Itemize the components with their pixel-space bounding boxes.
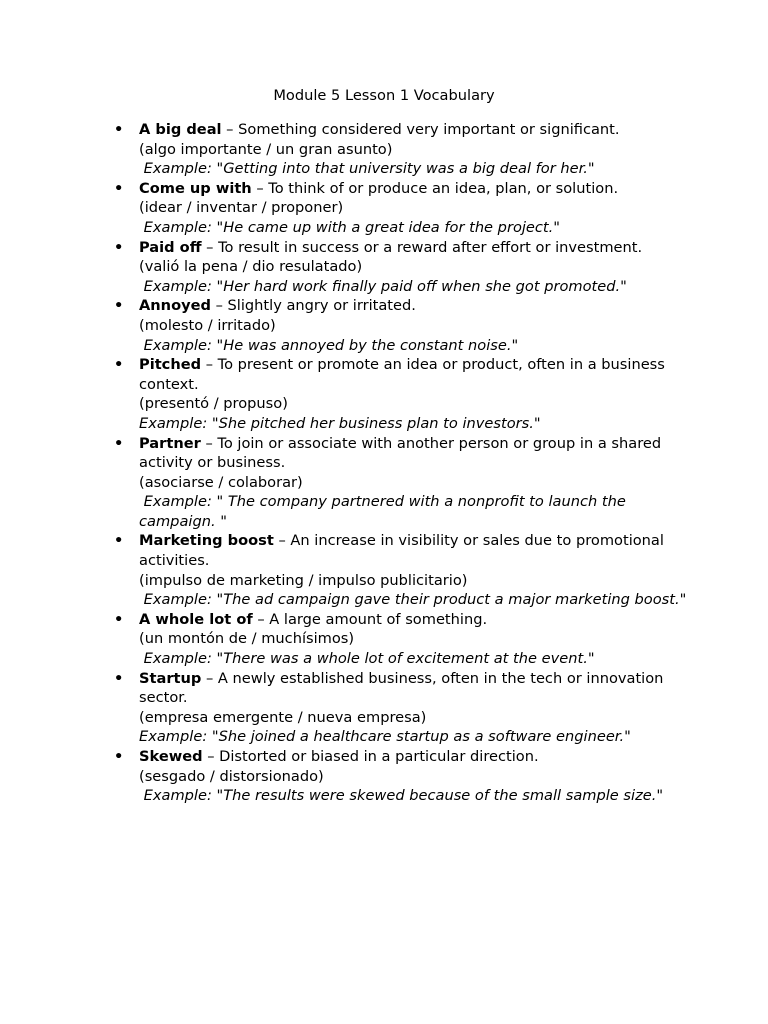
example-close-quote: " [624,728,631,746]
example-line [139,336,688,356]
example-open-quote: " [211,728,219,746]
vocab-term: Come up with [139,179,252,197]
vocab-term: Partner [139,434,201,452]
definition-line [139,531,688,570]
example-label: Example: [143,160,217,178]
example-open-quote: " [216,218,224,236]
vocab-term: A big deal [139,121,222,138]
example-label: Example: [143,493,217,511]
example-line [139,649,688,669]
example-sentence: She pitched her business plan to investors. [218,414,534,432]
vocab-translation: (molesto / irritado) [139,316,276,334]
example-line [139,492,688,531]
vocab-term: Startup [139,669,202,687]
example-close-quote: " [679,591,687,609]
example-open-quote: " [216,493,228,511]
definition-line [139,238,688,258]
example-close-quote: " [215,512,227,530]
example-open-quote: " [211,414,219,432]
vocab-definition: – A large amount of something. [252,610,488,628]
vocab-translation: (asociarse / colaborar) [139,473,303,491]
example-label: Example: [143,277,217,295]
example-sentence: The results were skewed because of the small sample size. [223,787,657,805]
vocab-entry [0,531,768,609]
vocab-entry [0,669,768,747]
vocab-term: Paid off [139,238,202,256]
example-label: Example: [143,787,217,805]
example-open-quote: " [216,160,224,178]
example-close-quote: " [587,650,595,668]
bullet-icon: • [114,669,124,687]
definition-line [139,669,688,708]
definition-line [139,434,688,473]
bullet-icon: • [114,121,124,138]
example-sentence: There was a whole lot of excitement at the event. [223,650,588,668]
vocab-translation: (valió la pena / dio resulatado) [139,258,363,276]
example-label: Example: [143,336,217,354]
definition-line [139,610,688,630]
vocab-term: Annoyed [139,297,211,315]
example-close-quote: " [587,160,595,178]
example-sentence: She joined a healthcare startup as a software engineer. [218,728,625,746]
vocab-definition: – Distorted or biased in a particular direction. [202,748,539,765]
example-label: Example: [143,650,217,668]
vocab-translation: (idear / inventar / proponer) [139,199,344,217]
example-line [139,727,688,747]
definition-line [139,296,688,316]
vocab-term: Skewed [139,748,203,765]
example-label: Example: [143,591,217,609]
example-label: Example: [139,414,212,432]
vocab-translation: (presentó / propuso) [139,395,288,413]
vocab-entry [0,296,768,355]
example-line [139,277,688,297]
definition-line [139,355,688,394]
vocab-translation: (empresa emergente / nueva empresa) [139,708,427,726]
example-line [139,786,688,806]
example-label: Example: [143,218,217,236]
vocab-term: Pitched [139,356,202,374]
vocab-translation: (un montón de / muchísimos) [139,630,355,648]
example-open-quote: " [216,591,224,609]
example-open-quote: " [216,277,224,295]
vocab-entry [0,179,768,238]
example-sentence: Getting into that university was a big deal for her. [223,160,588,178]
example-open-quote: " [216,787,224,805]
bullet-icon: • [114,356,124,374]
vocab-definition: – An increase in visibility or sales due to promotional activities. [139,532,664,570]
bullet-icon: • [114,532,124,550]
vocab-translation: (sesgado / distorsionado) [139,767,324,785]
bullet-icon: • [114,297,124,315]
example-close-quote: " [656,787,664,805]
example-label: Example: [139,728,212,746]
vocab-entry [0,355,768,433]
example-close-quote: " [533,414,541,432]
definition-line [139,179,688,199]
example-close-quote: " [620,277,627,295]
bullet-icon: • [114,748,124,765]
example-line [139,590,688,610]
vocab-definition: – To think of or produce an idea, plan, or solution. [251,179,619,197]
vocabulary-list [0,120,768,806]
definition-line [139,747,688,767]
vocab-definition: – To present or promote an idea or product, often in a business context. [139,356,665,393]
example-open-quote: " [216,650,224,668]
vocab-translation: (algo importante / un gran asunto) [139,140,393,158]
vocab-definition: – A newly established business, often in the tech or innovation sector. [139,669,664,707]
example-sentence: He came up with a great idea for the project. [223,218,554,236]
vocab-definition: – To join or associate with another person or group in a shared activity or business. [139,434,662,472]
vocab-translation: (impulso de marketing / impulso publicitario) [139,571,468,589]
vocab-term: Marketing boost [139,532,274,550]
bullet-icon: • [114,610,124,628]
bullet-icon: • [114,238,124,256]
example-close-quote: " [553,218,561,236]
vocab-term: A whole lot of [139,610,253,628]
vocab-definition: – To result in success or a reward after effort or investment. [201,238,643,256]
vocab-definition: – Something considered very important or significant. [221,121,620,138]
vocab-entry [0,610,768,669]
example-sentence: The company partnered with a nonprofit to launch the campaign. [139,493,631,530]
vocab-entry [0,747,768,806]
bullet-icon: • [114,434,124,452]
example-sentence: Her hard work finally paid off when she got promoted. [223,277,621,295]
example-line [139,414,688,434]
vocab-entry [0,238,768,297]
vocab-entry [0,120,768,179]
example-open-quote: " [216,336,224,354]
bullet-icon: • [114,179,124,197]
example-line [139,159,688,179]
vocab-definition: – Slightly angry or irritated. [210,297,416,315]
page-title: Module 5 Lesson 1 Vocabulary [273,87,495,104]
example-sentence: The ad campaign gave their product a major marketing boost. [223,591,680,609]
example-line [139,218,688,238]
example-close-quote: " [511,336,519,354]
example-sentence: He was annoyed by the constant noise. [223,336,512,354]
definition-line [139,120,688,140]
vocab-entry [0,434,768,532]
